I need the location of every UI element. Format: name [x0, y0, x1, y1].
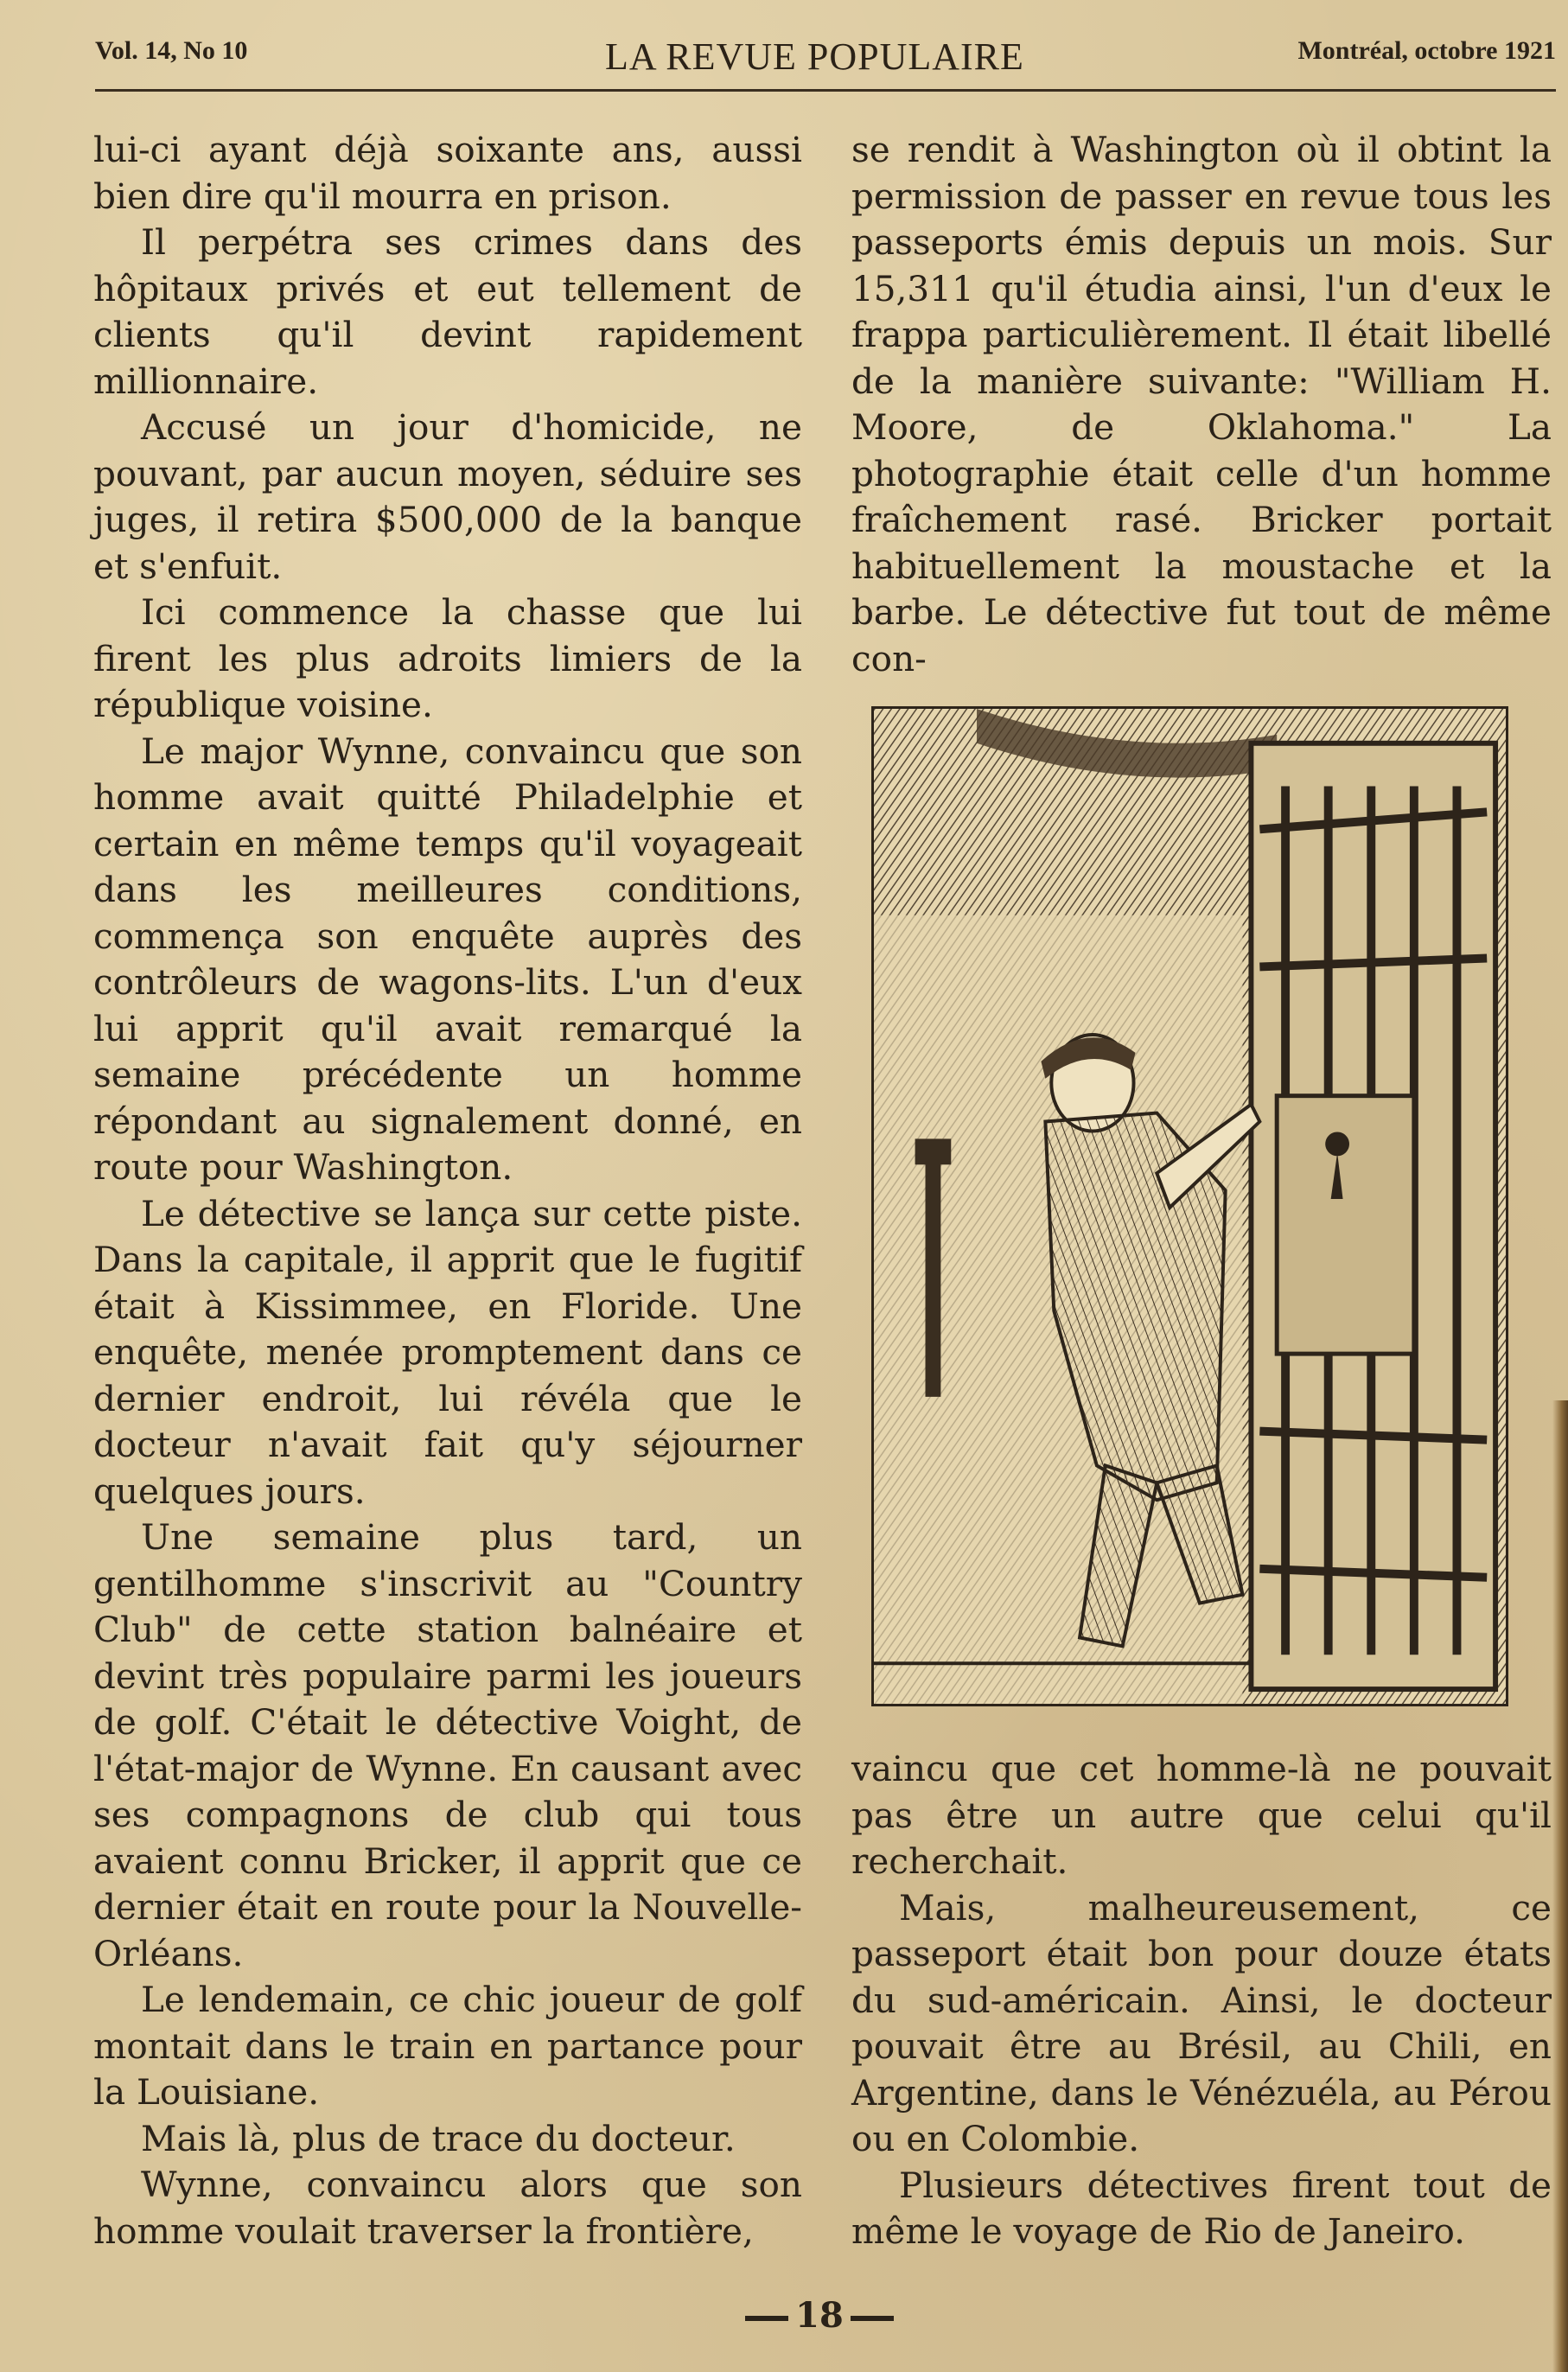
paragraph: Accusé un jour d'homicide, ne pouvant, par aucun moyen, séduire ses juges, il retira $500,000 de la banque et s'enfuit.	[93, 406, 802, 587]
paragraph: Plusieurs détectives firent tout de même le voyage de Rio de Janeiro.	[851, 2164, 1552, 2252]
paragraph: Il perpétra ses crimes dans des hôpitaux privés et eut tellement de clients qu'il devint rapidement millionnaire.	[93, 221, 802, 402]
page-number	[724, 2295, 915, 2338]
right-column-top	[851, 127, 1552, 682]
paragraph: se rendit à Washington où il obtint la permission de passer en revue tous les passeports émis depuis un mois. Sur 15,311 qu'il étudia ainsi, l'un d'eux le frappa particulièrement. Il était libellé de la manière suivante: "William H. Moore, de Oklahoma." La photographie était celle d'un homme fraîchement rasé. Bricker portait habituellement la moustache et la barbe. Le détective fut tout de même con-	[851, 129, 1552, 679]
magazine-title: LA REVUE POPULAIRE	[605, 35, 1024, 78]
paragraph: Wynne, convaincu alors que son homme voulait traverser la frontière,	[93, 2164, 802, 2252]
page-number-text: 18	[795, 2295, 844, 2336]
paragraph: Ici commence la chasse que lui firent les plus adroits limiers de la république voisine.	[93, 591, 802, 725]
volume-number: Vol. 14, No 10	[95, 36, 248, 65]
left-column	[93, 127, 802, 2254]
issue-date: Montréal, octobre 1921	[1297, 36, 1556, 65]
paragraph: lui-ci ayant déjà soixante ans, aussi bien dire qu'il mourra en prison.	[93, 129, 802, 217]
paragraph: Le major Wynne, convaincu que son homme avait quitté Philadelphie et certain en même temps qu'il voyageait dans les meilleures conditions, commença son enquête auprès des contrôleurs de wagons-lits. L'un d'eux lui apprit qu'il avait remarqué la semaine précédente un homme répondant au signalement donné, en route pour Washington.	[93, 730, 802, 1188]
running-header	[95, 33, 1556, 85]
header-rule	[95, 89, 1556, 92]
dash-ornament	[745, 2316, 788, 2321]
dash-ornament	[851, 2316, 894, 2321]
paragraph: Une semaine plus tard, un gentilhomme s'inscrivit au "Country Club" de cette station balnéaire et devint très populaire parmi les joueurs de golf. C'était le détective Voight, de l'état-major de Wynne. En causant avec ses compagnons de club qui tous avaient connu Bricker, il apprit que ce dernier était en route pour la Nouvelle-Orléans.	[93, 1516, 802, 1974]
paragraph: Le lendemain, ce chic joueur de golf montait dans le train en partance pour la Louisiane.	[93, 1979, 802, 2113]
paragraph: Le détective se lança sur cette piste. Dans la capitale, il apprit que le fugitif était à Kissimmee, en Floride. Une enquête, menée promptement dans ce dernier endroit, lui révéla que le docteur n'avait fait qu'y séjourner quelques jours.	[93, 1192, 802, 1512]
paragraph: vaincu que cet homme-là ne pouvait pas être un autre que celui qu'il recherchait.	[851, 1748, 1552, 1882]
page-edge-shadow	[1552, 1400, 1568, 2372]
prison-door-illustration	[871, 706, 1508, 1706]
paragraph: Mais là, plus de trace du docteur.	[141, 2117, 736, 2159]
illustration-drawing	[874, 709, 1506, 1704]
paragraph: Mais, malheureusement, ce passeport était bon pour douze états du sud-américain. Ainsi, le docteur pouvait être au Brésil, au Chili, en Argentine, dans le Vénézuéla, au Pérou ou en Colombie.	[851, 1886, 1552, 2159]
right-column-bottom	[851, 1746, 1552, 2255]
